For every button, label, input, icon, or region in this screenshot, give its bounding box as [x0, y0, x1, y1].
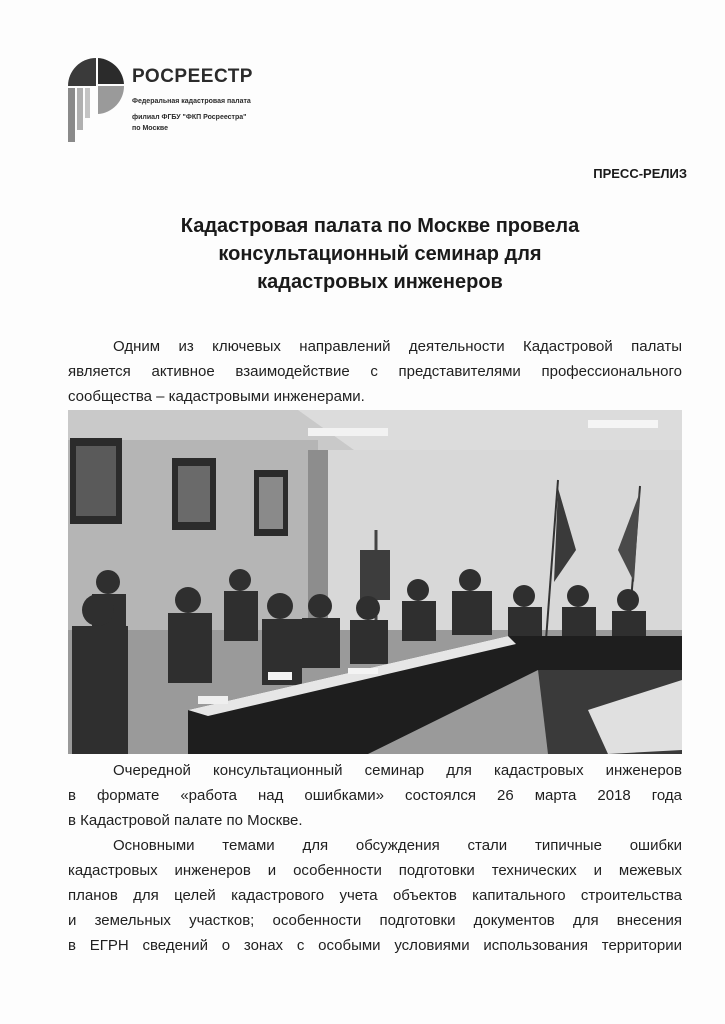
title-line-3: кадастровых инженеров — [257, 271, 503, 293]
rosreestr-logo — [68, 58, 288, 148]
paragraph-line: Основными темами для обсуждения стали типичные ошибки — [113, 837, 682, 854]
paragraph-intro — [68, 334, 682, 409]
org-name: РОСРЕЕСТР — [132, 66, 253, 87]
paragraph-line: в ЕГРН сведений о зонах с особыми условиями использования территории — [68, 937, 682, 954]
seminar-photo — [68, 410, 682, 754]
rosreestr-logo-mark — [68, 58, 124, 142]
paragraph-line: сообщества – кадастровыми инженерами. — [68, 388, 365, 405]
paragraph-line: Очередной консультационный семинар для кадастровых инженеров — [113, 762, 682, 779]
org-subtitle-1: Федеральная кадастровая палата — [132, 98, 251, 105]
document-type-label: ПРЕСС-РЕЛИЗ — [593, 166, 687, 181]
paragraph-line: кадастровых инженеров и особенности подготовки технических и межевых — [68, 862, 682, 879]
paragraph-line: Одним из ключевых направлений деятельности Кадастровой палаты — [113, 338, 682, 355]
org-subtitle-3: по Москве — [132, 125, 168, 132]
paragraph-line: в Кадастровой палате по Москве. — [68, 812, 303, 829]
paragraph-line: и земельных участков; особенности подготовки документов для внесения — [68, 912, 682, 929]
paragraph-seminar-date — [68, 758, 682, 833]
title-line-2: консультационный семинар для — [218, 243, 542, 265]
paragraph-line: является активное взаимодействие с представителями профессионального — [68, 363, 682, 380]
paragraph-topics — [68, 833, 682, 958]
paragraph-line: планов для целей кадастрового учета объектов капитального строительства — [68, 887, 682, 904]
org-subtitle-2: филиал ФГБУ "ФКП Росреестра" — [132, 114, 247, 121]
page-title — [100, 212, 660, 296]
title-line-1: Кадастровая палата по Москве провела — [180, 215, 580, 237]
paragraph-line: в формате «работа над ошибками» состоялся 26 марта 2018 года — [68, 787, 682, 804]
